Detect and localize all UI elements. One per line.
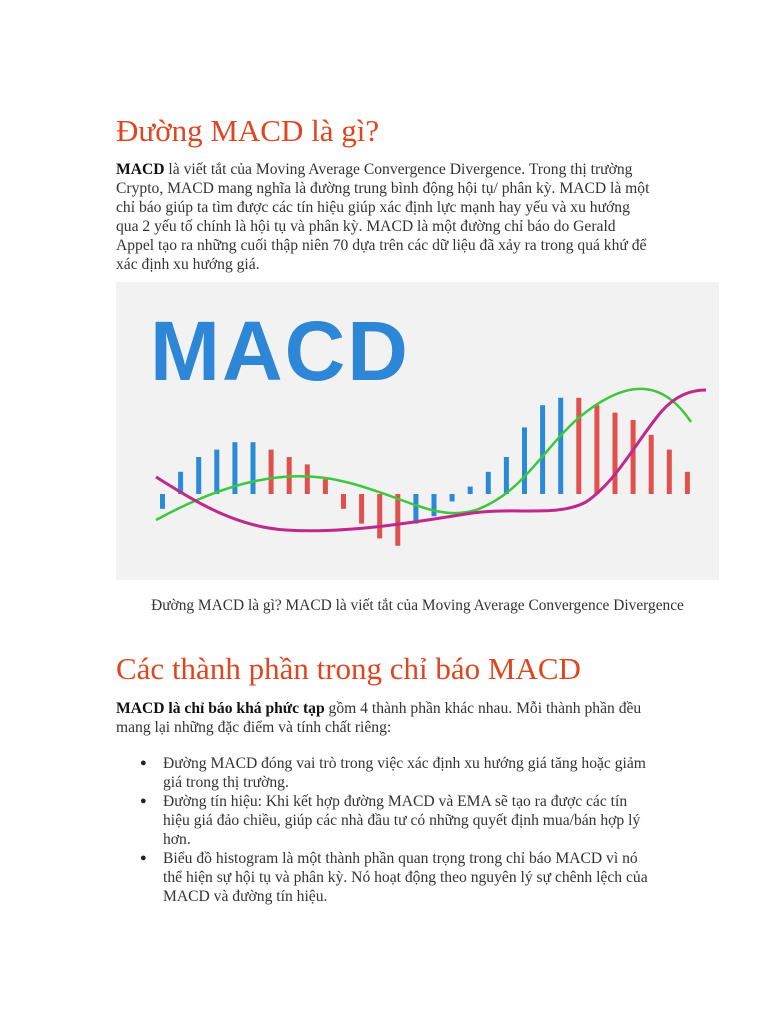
histogram-bar — [522, 427, 527, 494]
histogram-bar — [613, 413, 618, 494]
section-title-macd: Đường MACD là gì? — [116, 113, 380, 148]
histogram-bar — [540, 405, 545, 494]
histogram-bar — [413, 494, 418, 524]
histogram-bar — [432, 494, 437, 516]
histogram-bar — [251, 442, 256, 494]
bullet-icon: ● — [140, 757, 147, 769]
list-item — [116, 792, 656, 849]
list-item-text: Biểu đồ histogram là một thành phần quan trọng trong chỉ báo MACD vì nó thể hiện sự hội tụ và phân kỳ. Nó hoạt động theo nguyên lý sự chênh lệch của MACD và đường tín hiệu. — [163, 850, 648, 905]
components-paragraph — [116, 699, 656, 737]
histogram-bar — [395, 494, 400, 546]
bullet-icon: ● — [140, 852, 147, 864]
intro-text: là viết tắt của Moving Average Convergence Divergence. Trong thị trường Crypto, MACD mang nghĩa là đường trung bình động hội tụ/ phân kỳ. MACD là một chỉ báo giúp ta tìm được các tín hiệu giúp xác định lực mạnh hay yếu và xu hướng qua 2 yếu tố chính là hội tụ và phân kỳ. MACD là một đường chỉ báo do Gerald Appel tạo ra những cuối thập niên 70 dựa trên các dữ liệu đã xảy ra trong quá khứ để xác định xu hướng giá. — [116, 161, 650, 273]
histogram-bar — [649, 435, 654, 494]
histogram-bar — [305, 464, 310, 494]
components-bold: MACD là chỉ báo khá phức tạp — [116, 700, 325, 717]
list-item — [116, 754, 656, 792]
histogram-bar — [594, 405, 599, 494]
histogram-bars — [160, 398, 690, 546]
figure-caption: Đường MACD là gì? MACD là viết tắt của Moving Average Convergence Divergence — [151, 597, 684, 614]
macd-logo-text: MACD — [150, 304, 410, 398]
histogram-bar — [486, 472, 491, 494]
histogram-bar — [341, 494, 346, 509]
histogram-bar — [667, 450, 672, 494]
section-title-components: Các thành phần trong chỉ báo MACD — [116, 651, 581, 686]
histogram-bar — [196, 457, 201, 494]
list-item-text: Đường MACD đóng vai trò trong việc xác định xu hướng giá tăng hoặc giảm giá trong thị trường. — [163, 755, 646, 791]
components-list — [116, 754, 656, 906]
histogram-bar — [160, 494, 165, 509]
list-item-text: Đường tín hiệu: Khi kết hợp đường MACD và EMA sẽ tạo ra được các tín hiệu giá đảo chiều, giúp các nhà đầu tư có những quyết định mua/bán hợp lý hơn. — [163, 793, 641, 848]
histogram-bar — [631, 420, 636, 494]
histogram-bar — [269, 450, 274, 494]
histogram-bar — [359, 494, 364, 524]
macd-illustration — [116, 282, 719, 580]
histogram-bar — [558, 398, 563, 494]
histogram-bar — [377, 494, 382, 538]
histogram-bar — [685, 472, 690, 494]
histogram-bar — [576, 398, 581, 494]
components-text: gồm 4 thành phần khác nhau. Mỗi thành phần đều mang lại những đặc điểm và tính chất riêng: — [116, 700, 642, 736]
intro-paragraph — [116, 160, 656, 274]
histogram-bar — [450, 494, 455, 501]
intro-bold: MACD — [116, 161, 165, 178]
histogram-bar — [468, 487, 473, 494]
histogram-bar — [504, 457, 509, 494]
histogram-bar — [214, 450, 219, 494]
histogram-bar — [323, 479, 328, 494]
bullet-icon: ● — [140, 795, 147, 807]
list-item — [116, 849, 656, 906]
macd-figure — [116, 282, 719, 580]
